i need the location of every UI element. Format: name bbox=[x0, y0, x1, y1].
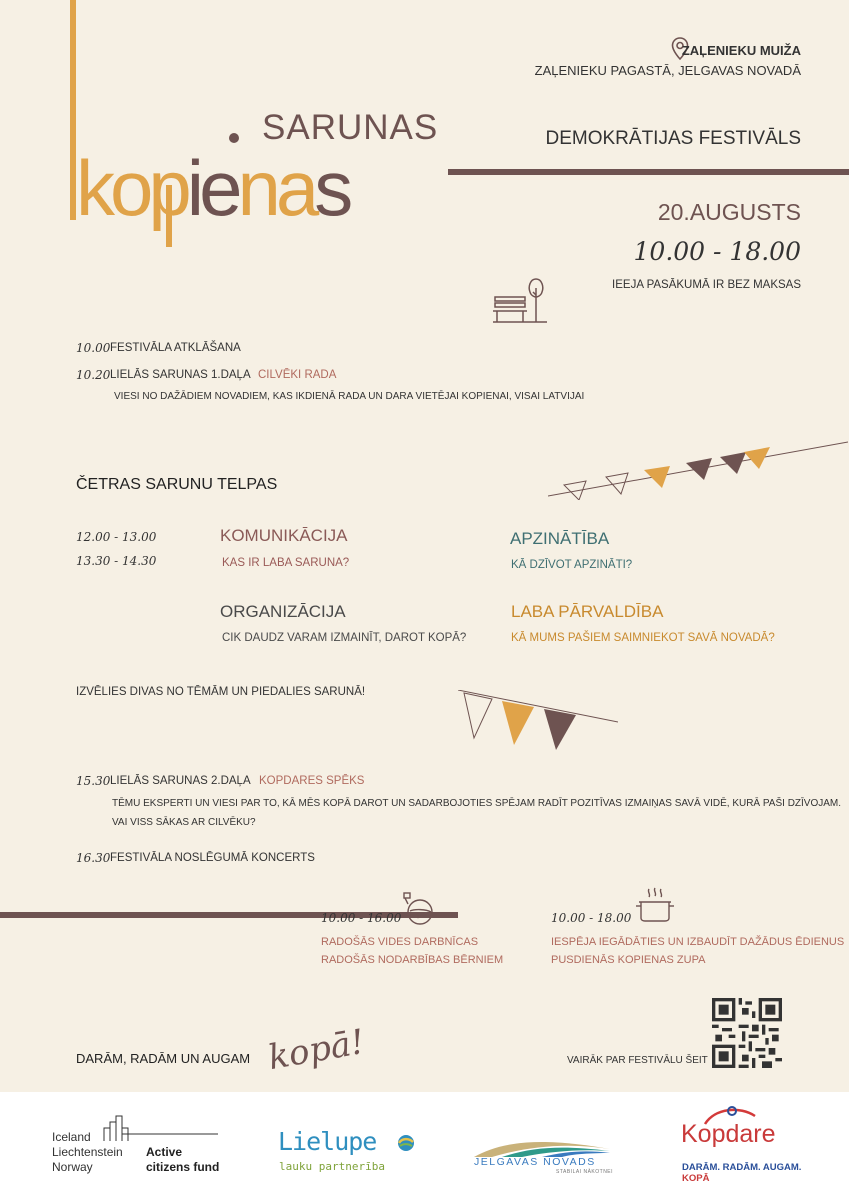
talk2-description-1: TĒMU EKSPERTI UN VIESI PAR TO, KĀ MĒS KOPĀ DAROT UN SADARBOJOTIES SPĒJAM RADĪT POZITĪVAS IZMAIŅAS SAVĀ VIDĒ, KURĀ PAŠI DZĪVOJAM. bbox=[112, 798, 842, 809]
talk2-topic: KOPDARES SPĒKS bbox=[259, 775, 365, 787]
kopdare-logo-text: Kopdare bbox=[681, 1120, 776, 1148]
food-line-1: IESPĒJA IEGĀDĀTIES UN IZBAUDĪT DAŽĀDUS ĒDIENUS bbox=[551, 936, 845, 948]
concert-label: FESTIVĀLA NOSLĒGUMĀ KONCERTS bbox=[110, 852, 315, 864]
slogan: DARĀM, RADĀM UN AUGAM bbox=[76, 1051, 251, 1066]
concert-time: 16.30 bbox=[76, 851, 111, 865]
food-time: 10.00 - 18.00 bbox=[551, 911, 632, 925]
rooms-heading: ČETRAS SARUNU TELPAS bbox=[76, 476, 278, 493]
talk2-description-2: VAI VISS SĀKAS AR CILVĒKU? bbox=[112, 817, 256, 828]
acf-active: Active bbox=[146, 1145, 183, 1159]
slot-time-2: 13.30 - 14.30 bbox=[76, 554, 157, 568]
talk1-label: LIELĀS SARUNAS 1.DAĻA bbox=[110, 369, 251, 381]
opening-time: 10.00 bbox=[76, 341, 111, 355]
workshops-line-2: RADOŠĀS NODARBĪBAS BĒRNIEM bbox=[321, 954, 504, 966]
event-time: 10.00 - 18.00 bbox=[633, 237, 801, 266]
location-name: ZAĻENIEKU MUIŽA bbox=[681, 43, 801, 58]
logo-dot bbox=[229, 133, 239, 143]
logo-kop: kop bbox=[76, 144, 187, 232]
opening-label: FESTIVĀLA ATKLĀŠANA bbox=[110, 342, 241, 354]
jelgava-logo-text: JELGAVAS NOVADS bbox=[474, 1156, 596, 1168]
talk1-time: 10.20 bbox=[76, 368, 111, 382]
eea-grants-logo-icon bbox=[100, 1114, 230, 1144]
lielupe-subtitle: lauku partnerība bbox=[279, 1160, 385, 1173]
slot-time-1: 12.00 - 13.00 bbox=[76, 530, 157, 544]
eea-liechtenstein: Liechtenstein bbox=[52, 1145, 123, 1159]
topic-question-laba-parvaldiba: KĀ MUMS PAŠIEM SAIMNIEKOT SAVĀ NOVADĀ? bbox=[511, 632, 775, 644]
park-bench-icon bbox=[493, 276, 547, 324]
logo-sarunas: SARUNAS bbox=[262, 108, 439, 147]
entry-free-note: IEEJA PASĀKUMĀ IR BEZ MAKSAS bbox=[612, 279, 801, 291]
jelgava-subtitle: STABILAI NĀKOTNEI bbox=[556, 1169, 614, 1175]
logo-kopienas bbox=[76, 144, 349, 232]
topic-title-laba-parvaldiba: LABA PĀRVALDĪBA bbox=[511, 602, 664, 621]
topic-question-apzinatiba: KĀ DZĪVOT APZINĀTI? bbox=[511, 559, 633, 571]
eea-iceland: Iceland bbox=[52, 1130, 91, 1144]
kopdare-slogan-1: DARĀM. RADĀM. AUGAM. bbox=[682, 1162, 802, 1173]
eea-norway: Norway bbox=[52, 1160, 93, 1174]
lielupe-swirl-icon bbox=[397, 1134, 415, 1152]
workshops-time: 10.00 - 16.00 bbox=[321, 911, 402, 925]
location-region: ZAĻENIEKU PAGASTĀ, JELGAVAS NOVADĀ bbox=[534, 63, 801, 78]
logo-ie: ie bbox=[186, 144, 238, 232]
logo-na: na bbox=[237, 144, 315, 232]
talk1-description: VIESI NO DAŽĀDIEM NOVADIEM, KAS IKDIENĀ RADA UN DARA VIETĒJAI KOPIENAI, VISAI LATVIJAI bbox=[114, 391, 585, 402]
event-date: 20.AUGUSTS bbox=[657, 199, 801, 225]
topic-question-organizacija: CIK DAUDZ VARAM IZMAINĪT, DAROT KOPĀ? bbox=[222, 632, 467, 644]
topic-title-apzinatiba: APZINĀTĪBA bbox=[510, 529, 610, 548]
topic-title-komunikacija: KOMUNIKĀCIJA bbox=[220, 526, 348, 545]
choose-topics-note: IZVĒLIES DIVAS NO TĒMĀM UN PIEDALIES SARUNĀ! bbox=[76, 686, 366, 698]
logo-s: s bbox=[314, 144, 349, 232]
slogan-handwritten: kopā! bbox=[265, 1021, 368, 1079]
potion-bottle-icon bbox=[398, 892, 438, 926]
talk1-topic: CILVĒKI RADA bbox=[258, 369, 337, 381]
header-divider-bar bbox=[448, 169, 849, 175]
lielupe-logo-text: Lielupe bbox=[278, 1127, 377, 1156]
acf-citizens-fund: citizens fund bbox=[146, 1160, 220, 1174]
kopdare-slogan-2: KOPĀ bbox=[682, 1173, 710, 1184]
topic-question-komunikacija: KAS IR LABA SARUNA? bbox=[222, 557, 350, 569]
festival-title: DEMOKRĀTIJAS FESTIVĀLS bbox=[545, 128, 801, 149]
bunting-garland-middle bbox=[458, 690, 618, 760]
topic-title-organizacija: ORGANIZĀCIJA bbox=[220, 602, 346, 621]
cooking-pot-icon bbox=[636, 887, 674, 923]
bunting-garland-top bbox=[548, 430, 848, 500]
more-info-label: VAIRĀK PAR FESTIVĀLU ŠEIT bbox=[567, 1055, 708, 1066]
qr-code[interactable] bbox=[712, 998, 782, 1068]
talk2-label: LIELĀS SARUNAS 2.DAĻA bbox=[110, 775, 251, 787]
workshops-line-1: RADOŠĀS VIDES DARBNĪCAS bbox=[321, 936, 479, 948]
talk2-time: 15.30 bbox=[76, 774, 111, 788]
food-line-2: PUSDIENĀS KOPIENAS ZUPA bbox=[551, 954, 706, 966]
